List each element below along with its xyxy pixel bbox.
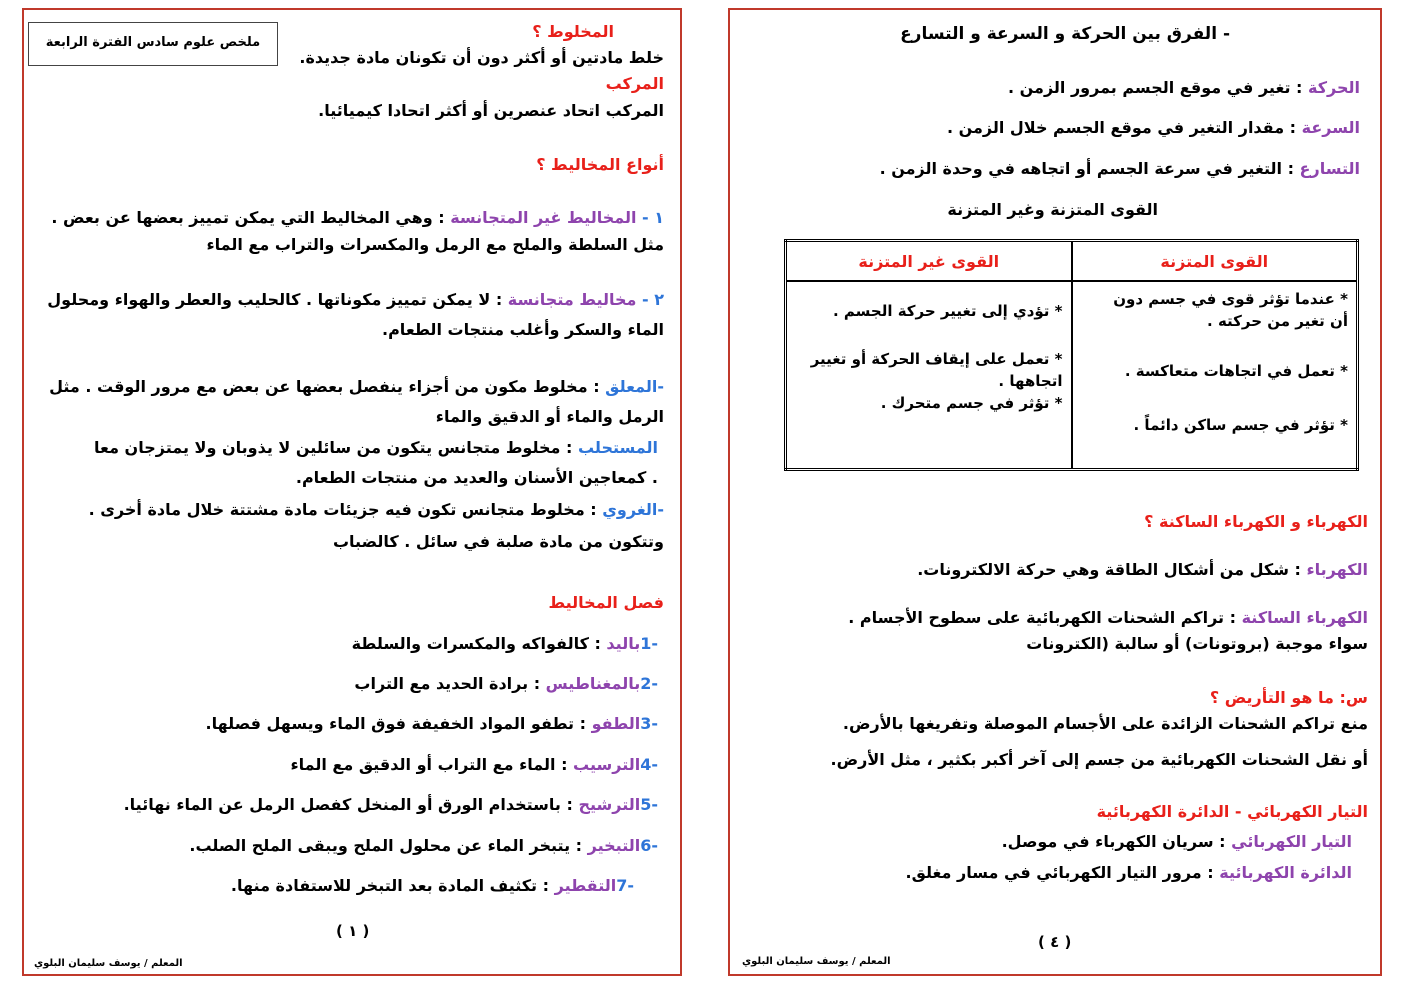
motion-definition: : تغير في موقع الجسم بمرور الزمن .: [1008, 78, 1309, 97]
separation-method-description: : تطفو المواد الخفيفة فوق الماء ويسهل فصلها.: [205, 714, 592, 733]
heterogeneous-line: [51, 208, 664, 228]
current-line: [1002, 832, 1352, 852]
suspension-term: -المعلق: [605, 377, 664, 396]
separation-method-item: [352, 634, 658, 654]
separation-method-number: -3: [640, 714, 658, 733]
colloid-definition: : مخلوط متجانس تكون فيه جزيئات مادة مشتتة خلال مادة أخرى .: [88, 500, 603, 519]
separation-method-item: [189, 836, 658, 856]
acceleration-term: التسارع: [1299, 159, 1360, 178]
separation-question: فصل المخاليط: [548, 593, 664, 612]
colloid-term: -الغروي: [602, 500, 664, 519]
separation-method-item: [290, 755, 658, 775]
speed-line: [947, 118, 1360, 138]
electricity-term: الكهرباء: [1306, 560, 1368, 579]
separation-method-description: : كالفواكه والمكسرات والسلطة: [351, 634, 607, 653]
emulsion-line: [94, 438, 658, 458]
speed-term: السرعة: [1301, 118, 1360, 137]
separation-method-number: -6: [640, 836, 658, 855]
unbalanced-item-2b: اتجاهها .: [998, 372, 1063, 390]
compound-question: المركب: [605, 74, 664, 93]
compound-definition: المركب اتحاد عنصرين أو أكثر اتحادا كيميائيا.: [318, 101, 664, 120]
unbalanced-item-1: * تؤدي إلى تغيير حركة الجسم .: [832, 302, 1063, 320]
homogeneous-term: مخاليط متجانسة: [507, 290, 637, 309]
emulsion-term: المستحلب: [577, 438, 658, 457]
heterogeneous-term: المخاليط غير المتجانسة: [450, 208, 637, 227]
forces-title: القوى المتزنة وغير المتزنة: [947, 200, 1158, 219]
page-number-left: ( ١ ): [336, 922, 370, 940]
separation-method-term: الترشيح: [578, 795, 641, 814]
circuit-definition: : مرور التيار الكهربائي في مسار مغلق.: [905, 863, 1220, 882]
separation-method-description: : باستخدام الورق أو المنخل كفصل الرمل عن الماء نهائيا.: [123, 795, 579, 814]
circuit-line: [905, 863, 1352, 883]
separation-method-description: : يتبخر الماء عن محلول الملح ويبقى الملح الصلب.: [189, 836, 588, 855]
separation-method-item: [124, 795, 658, 815]
balanced-item-1b: أن تغير من حركته .: [1207, 312, 1348, 330]
colloid-example: وتتكون من مادة صلبة في سائل . كالضباب: [332, 532, 664, 551]
circuit-term: الدائرة الكهربائية: [1219, 863, 1352, 882]
separation-method-item: [206, 714, 658, 734]
heterogeneous-number: ١ -: [636, 208, 664, 227]
page-number-right: ( ٤ ): [1038, 933, 1072, 951]
balanced-item-2: * تعمل في اتجاهات متعاكسة .: [1124, 362, 1348, 380]
separation-method-number: -7: [616, 876, 634, 895]
balanced-header: القوى المتزنة: [1072, 241, 1358, 282]
emulsion-example: . كمعاجين الأسنان والعديد من منتجات الطعام.: [295, 468, 658, 487]
emulsion-definition: : مخلوط متجانس يتكون من سائلين لا يذوبان ولا يمتزجان معا: [94, 438, 578, 457]
heterogeneous-example: مثل السلطة والملح مع الرمل والمكسرات والتراب مع الماء: [206, 235, 664, 254]
separation-method-number: -1: [640, 634, 658, 653]
motion-term: الحركة: [1308, 78, 1360, 97]
speed-definition: : مقدار التغير في موقع الجسم خلال الزمن .: [946, 118, 1302, 137]
separation-method-number: -2: [640, 674, 658, 693]
footer-right: المعلم / يوسف سليمان البلوي: [742, 956, 891, 967]
separation-method-item: [231, 876, 634, 896]
homogeneous-example: الماء والسكر وأغلب منتجات الطعام.: [382, 320, 664, 339]
suspension-line: [49, 377, 664, 397]
motion-section-title: - الفرق بين الحركة و السرعة و التسارع: [900, 24, 1230, 44]
footer-left: المعلم / يوسف سليمان البلوي: [34, 958, 183, 969]
unbalanced-header: القوى غير المتزنة: [786, 241, 1072, 282]
static-electricity-definition: : تراكم الشحنات الكهربائية على سطوح الأجسام .: [848, 608, 1242, 627]
static-electricity-term: الكهرباء الساكنة: [1241, 608, 1368, 627]
separation-method-term: الطفو: [591, 714, 641, 733]
separation-method-item: [354, 674, 658, 694]
separation-method-term: التقطير: [554, 876, 617, 895]
balanced-item-3: * تؤثر في جسم ساكن دائماً .: [1133, 416, 1348, 434]
separation-method-term: باليد: [606, 634, 641, 653]
suspension-example: الرمل والماء أو الدقيق والماء: [435, 407, 664, 426]
suspension-definition: : مخلوط مكون من أجزاء ينفصل بعضها عن بعض مع مرور الوقت . مثل: [49, 377, 606, 396]
homogeneous-number: ٢ -: [636, 290, 664, 309]
separation-method-term: بالمغناطيس: [545, 674, 641, 693]
separation-method-term: التبخير: [587, 836, 641, 855]
homogeneous-line: [47, 290, 664, 310]
header-box: ملخص علوم سادس الفترة الرابعة: [28, 22, 278, 66]
motion-line: [1008, 78, 1360, 98]
separation-method-term: الترسيب: [573, 755, 641, 774]
mixture-question: المخلوط ؟: [532, 22, 614, 41]
current-term: التيار الكهربائي: [1231, 832, 1352, 851]
heterogeneous-definition: : وهي المخاليط التي يمكن تمييز بعضها عن بعض .: [51, 208, 451, 227]
grounding-question: س: ما هو التأريض ؟: [1209, 688, 1368, 707]
grounding-definition-1: منع تراكم الشحنات الزائدة على الأجسام الموصلة وتفريغها بالأرض.: [842, 714, 1368, 733]
separation-method-number: -4: [640, 755, 658, 774]
electricity-line: [917, 560, 1368, 580]
grounding-definition-2: أو نقل الشحنات الكهربائية من جسم إلى آخر أكبر بكثير ، مثل الأرض.: [830, 750, 1368, 769]
electricity-definition: : شكل من أشكال الطاقة وهي حركة الالكترونات.: [917, 560, 1307, 579]
forces-table: [784, 239, 1359, 471]
electricity-question: الكهرباء و الكهرباء الساكنة ؟: [1144, 512, 1368, 531]
unbalanced-cell: [786, 281, 1072, 469]
colloid-line: [89, 500, 664, 520]
left-page: [22, 8, 682, 976]
static-electricity-example: سواء موجبة (بروتونات) أو سالبة (الكترونات: [1026, 634, 1368, 653]
current-circuit-question: التيار الكهربائي - الدائرة الكهربائية: [1096, 802, 1368, 821]
unbalanced-item-3: * تؤثر في جسم متحرك .: [880, 394, 1063, 412]
separation-method-number: -5: [640, 795, 658, 814]
acceleration-definition: : التغير في سرعة الجسم أو اتجاهه في وحدة الزمن .: [879, 159, 1300, 178]
separation-method-description: : الماء مع التراب أو الدقيق مع الماء: [290, 755, 574, 774]
static-electricity-line: [848, 608, 1368, 628]
homogeneous-definition: : لا يمكن تمييز مكوناتها . كالحليب والعطر والهواء ومحلول: [47, 290, 508, 309]
balanced-item-1a: * عندما تؤثر قوى في جسم دون: [1113, 290, 1348, 308]
mixture-definition: خلط مادتين أو أكثر دون أن تكونان مادة جديدة.: [299, 48, 664, 67]
separation-method-description: : تكثيف المادة بعد التبخر للاستفادة منها.: [230, 876, 555, 895]
acceleration-line: [880, 159, 1360, 179]
balanced-cell: [1072, 281, 1358, 469]
unbalanced-item-2a: * تعمل على إيقاف الحركة أو تغيير: [810, 350, 1063, 368]
right-page: [728, 8, 1382, 976]
mixture-types-question: أنواع المخاليط ؟: [536, 155, 664, 174]
separation-method-description: : برادة الحديد مع التراب: [354, 674, 546, 693]
current-definition: : سريان الكهرباء في موصل.: [1001, 832, 1232, 851]
